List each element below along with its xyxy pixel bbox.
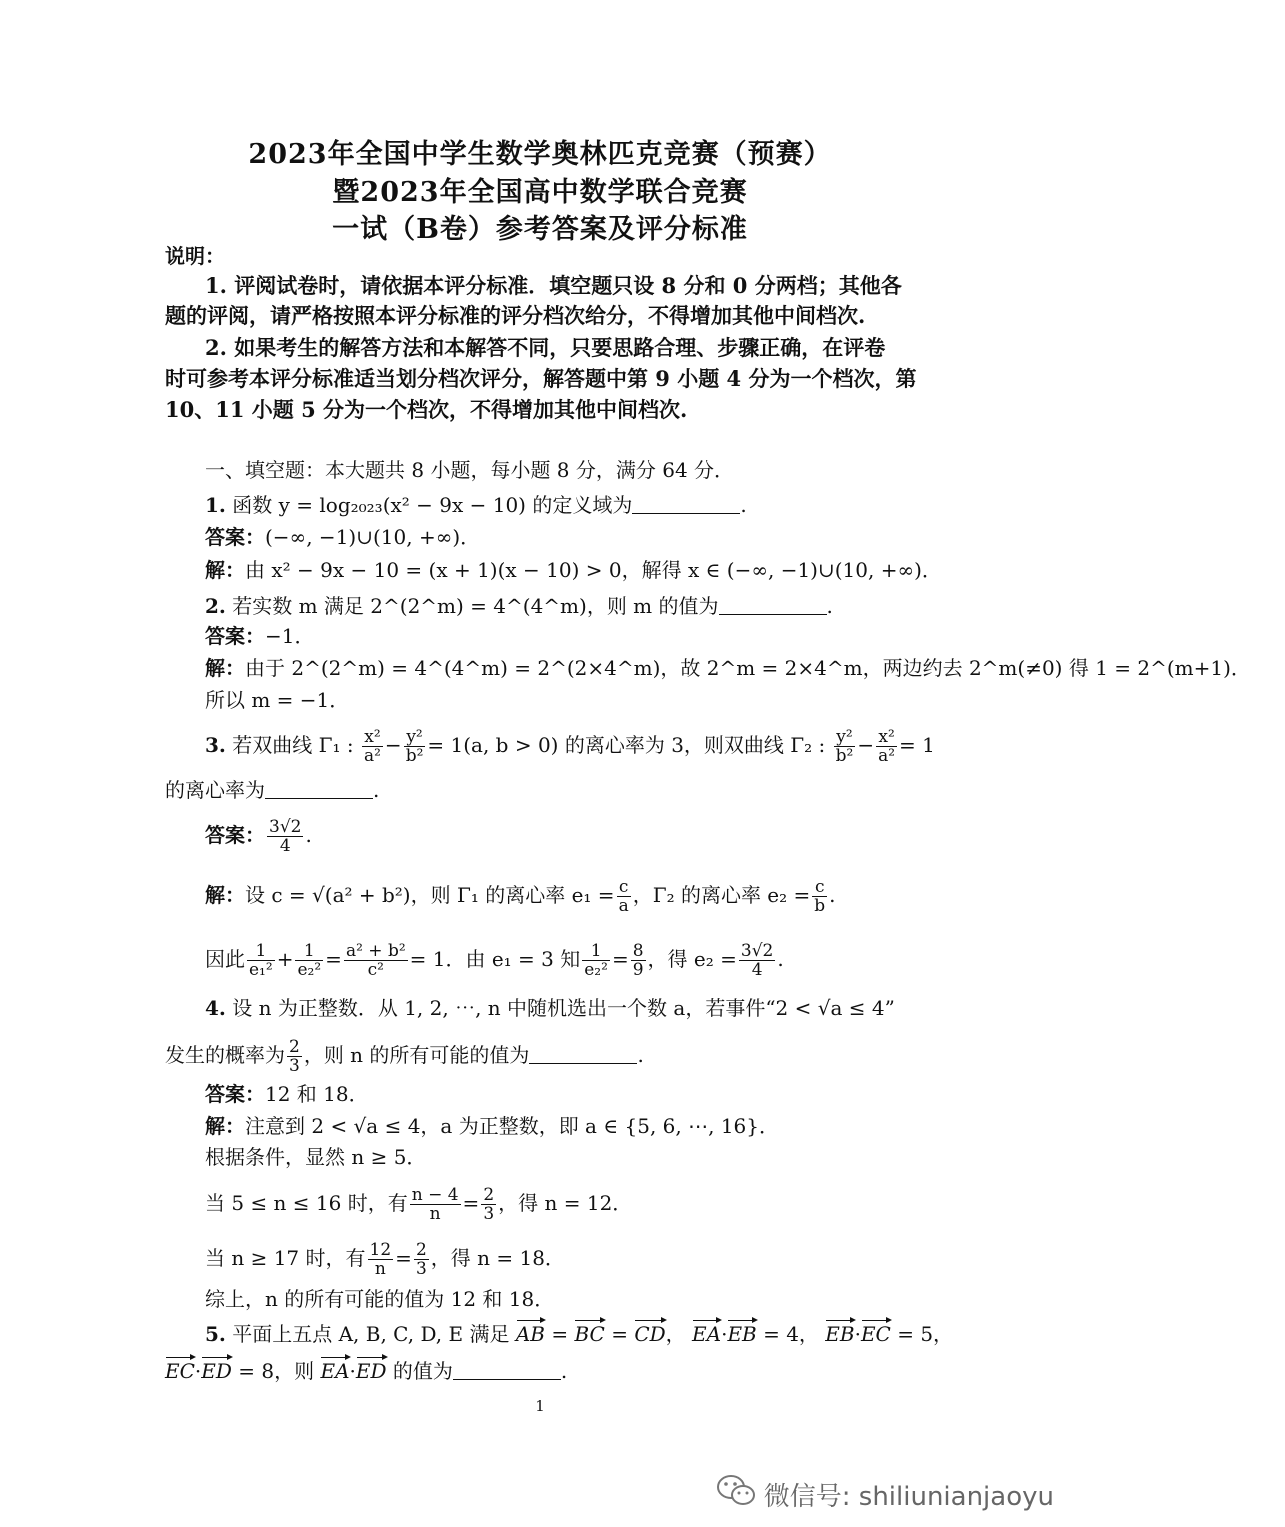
title-line-1: 2023年全国中学生数学奥林匹克竞赛（预赛） [248, 139, 832, 170]
notes-heading: 说明： [165, 244, 225, 268]
q1-answer: 答案：(−∞, −1)∪(10, +∞)． [205, 525, 481, 549]
note-1-line-1: 1. 评阅试卷时，请依据本评分标准．填空题只设 8 分和 0 分两档；其他各 [205, 273, 902, 298]
q4-solution-2: 根据条件，显然 n ≥ 5． [205, 1145, 427, 1169]
note-2-line-3: 10、11 小题 5 分为一个档次，不得增加其他中间档次. [165, 397, 688, 422]
q3-answer: 答案： $\frac{3√2}{4}$ . [205, 817, 312, 856]
q2-conclusion: 所以 m = −1． [205, 688, 350, 712]
wechat-icon [716, 1474, 756, 1515]
q4-question: 4. 设 n 为正整数．从 1, 2, ⋯, n 中随机选出一个数 a，若事件“2 < √a ≤ 4” [205, 996, 895, 1020]
note-2-line-1: 2. 如果考生的解答方法和本解答不同，只要思路合理、步骤正确，在评卷 [205, 335, 886, 360]
q2-solution: 解：由于 2^(2^m) = 4^(4^m) = 2^(2×4^m)，故 2^m = 2×4^m，两边约去 2^m(≠0) 得 1 = 2^(m+1)． [205, 656, 1251, 680]
title-line-2: 暨2023年全国高中数学联合竞赛 [332, 177, 748, 208]
q1-question: 1. 函数 y = log₂₀₂₃(x² − 9x − 10) 的定义域为 . [205, 493, 747, 517]
note-1-line-2: 题的评阅，请严格按照本评分标准的评分档次给分，不得增加其他中间档次. [165, 303, 866, 328]
q4-question-line-2: 发生的概率为 $\frac{2}{3}$ ，则 n 的所有可能的值为 . [165, 1037, 644, 1076]
q4-solution-3: 当 5 ≤ n ≤ 16 时，有 $\frac{n - 4}{n}$ = $\frac{2}{3}$ ，得 n = 12． [205, 1185, 633, 1224]
q3-solution-2: 因此 $\frac{1}{\text{e₁²}}$ + $\frac{1}{\text{e₂²}}$ = $\frac{\text{a² + b²}}{\text{c²}}$ = 1．由 e₁ = 3 知 $\frac{1}{\text{e₂²}}$ = $\frac{8}{9}$ ，得 e₂ = $\frac{3√2}{4}$ . [205, 941, 784, 980]
watermark [716, 1474, 1054, 1515]
q2-answer: 答案：−1． [205, 624, 315, 648]
q3-solution-1: 解：设 c = √(a² + b²)，则 Γ₁ 的离心率 e₁ = $\frac{c}{a}$ ，Γ₂ 的离心率 e₂ = $\frac{c}{b}$ . [205, 877, 836, 916]
q3-question-line-2: 的离心率为 . [165, 778, 380, 802]
q2-question: 2. 若实数 m 满足 2^(2^m) = 4^(4^m)，则 m 的值为 . [205, 594, 833, 618]
page-number: 1 [535, 1397, 545, 1415]
q1-solution: 解：由 x² − 9x − 10 = (x + 1)(x − 10) > 0，解得 x ∈ (−∞, −1)∪(10, +∞)． [205, 558, 942, 582]
q5-question: 5. 平面上五点 A, B, C, D, E 满足 AB = BC = CD， EA·EB = 4， EB·EC = 5， [205, 1322, 954, 1346]
q5-question-line-2: EC·ED = 8，则 EA·ED 的值为 . [165, 1359, 568, 1383]
q4-answer: 答案：12 和 18． [205, 1082, 369, 1106]
q3-question: 3. 若双曲线 Γ₁ : $\frac{\text{x²}}{\text{a²}}$ − $\frac{\text{y²}}{\text{b²}}$ = 1(a, b > 0) 的离心率为 3，则双曲线 Γ₂ : $\frac{\text{y²}}{\text{b²}}$ − $\frac{\text{x²}}{\text{a²}}$ = 1 [205, 727, 935, 766]
watermark-text: 微信号: shiliunianjaoyu [763, 1482, 1054, 1512]
q4-solution-1: 解：注意到 2 < √a ≤ 4，a 为正整数，即 a ∈ {5, 6, ⋯, 16}． [205, 1114, 779, 1138]
q4-solution-4: 当 n ≥ 17 时，有 $\frac{12}{n}$ = $\frac{2}{3}$ ，得 n = 18． [205, 1240, 565, 1279]
section-heading: 一、填空题：本大题共 8 小题，每小题 8 分，满分 64 分． [205, 458, 735, 482]
title-line-3: 一试（B卷）参考答案及评分标准 [332, 214, 748, 245]
q4-solution-5: 综上，n 的所有可能的值为 12 和 18． [205, 1287, 555, 1311]
note-2-line-2: 时可参考本评分标准适当划分档次评分，解答题中第 9 小题 4 分为一个档次，第 [165, 366, 917, 391]
